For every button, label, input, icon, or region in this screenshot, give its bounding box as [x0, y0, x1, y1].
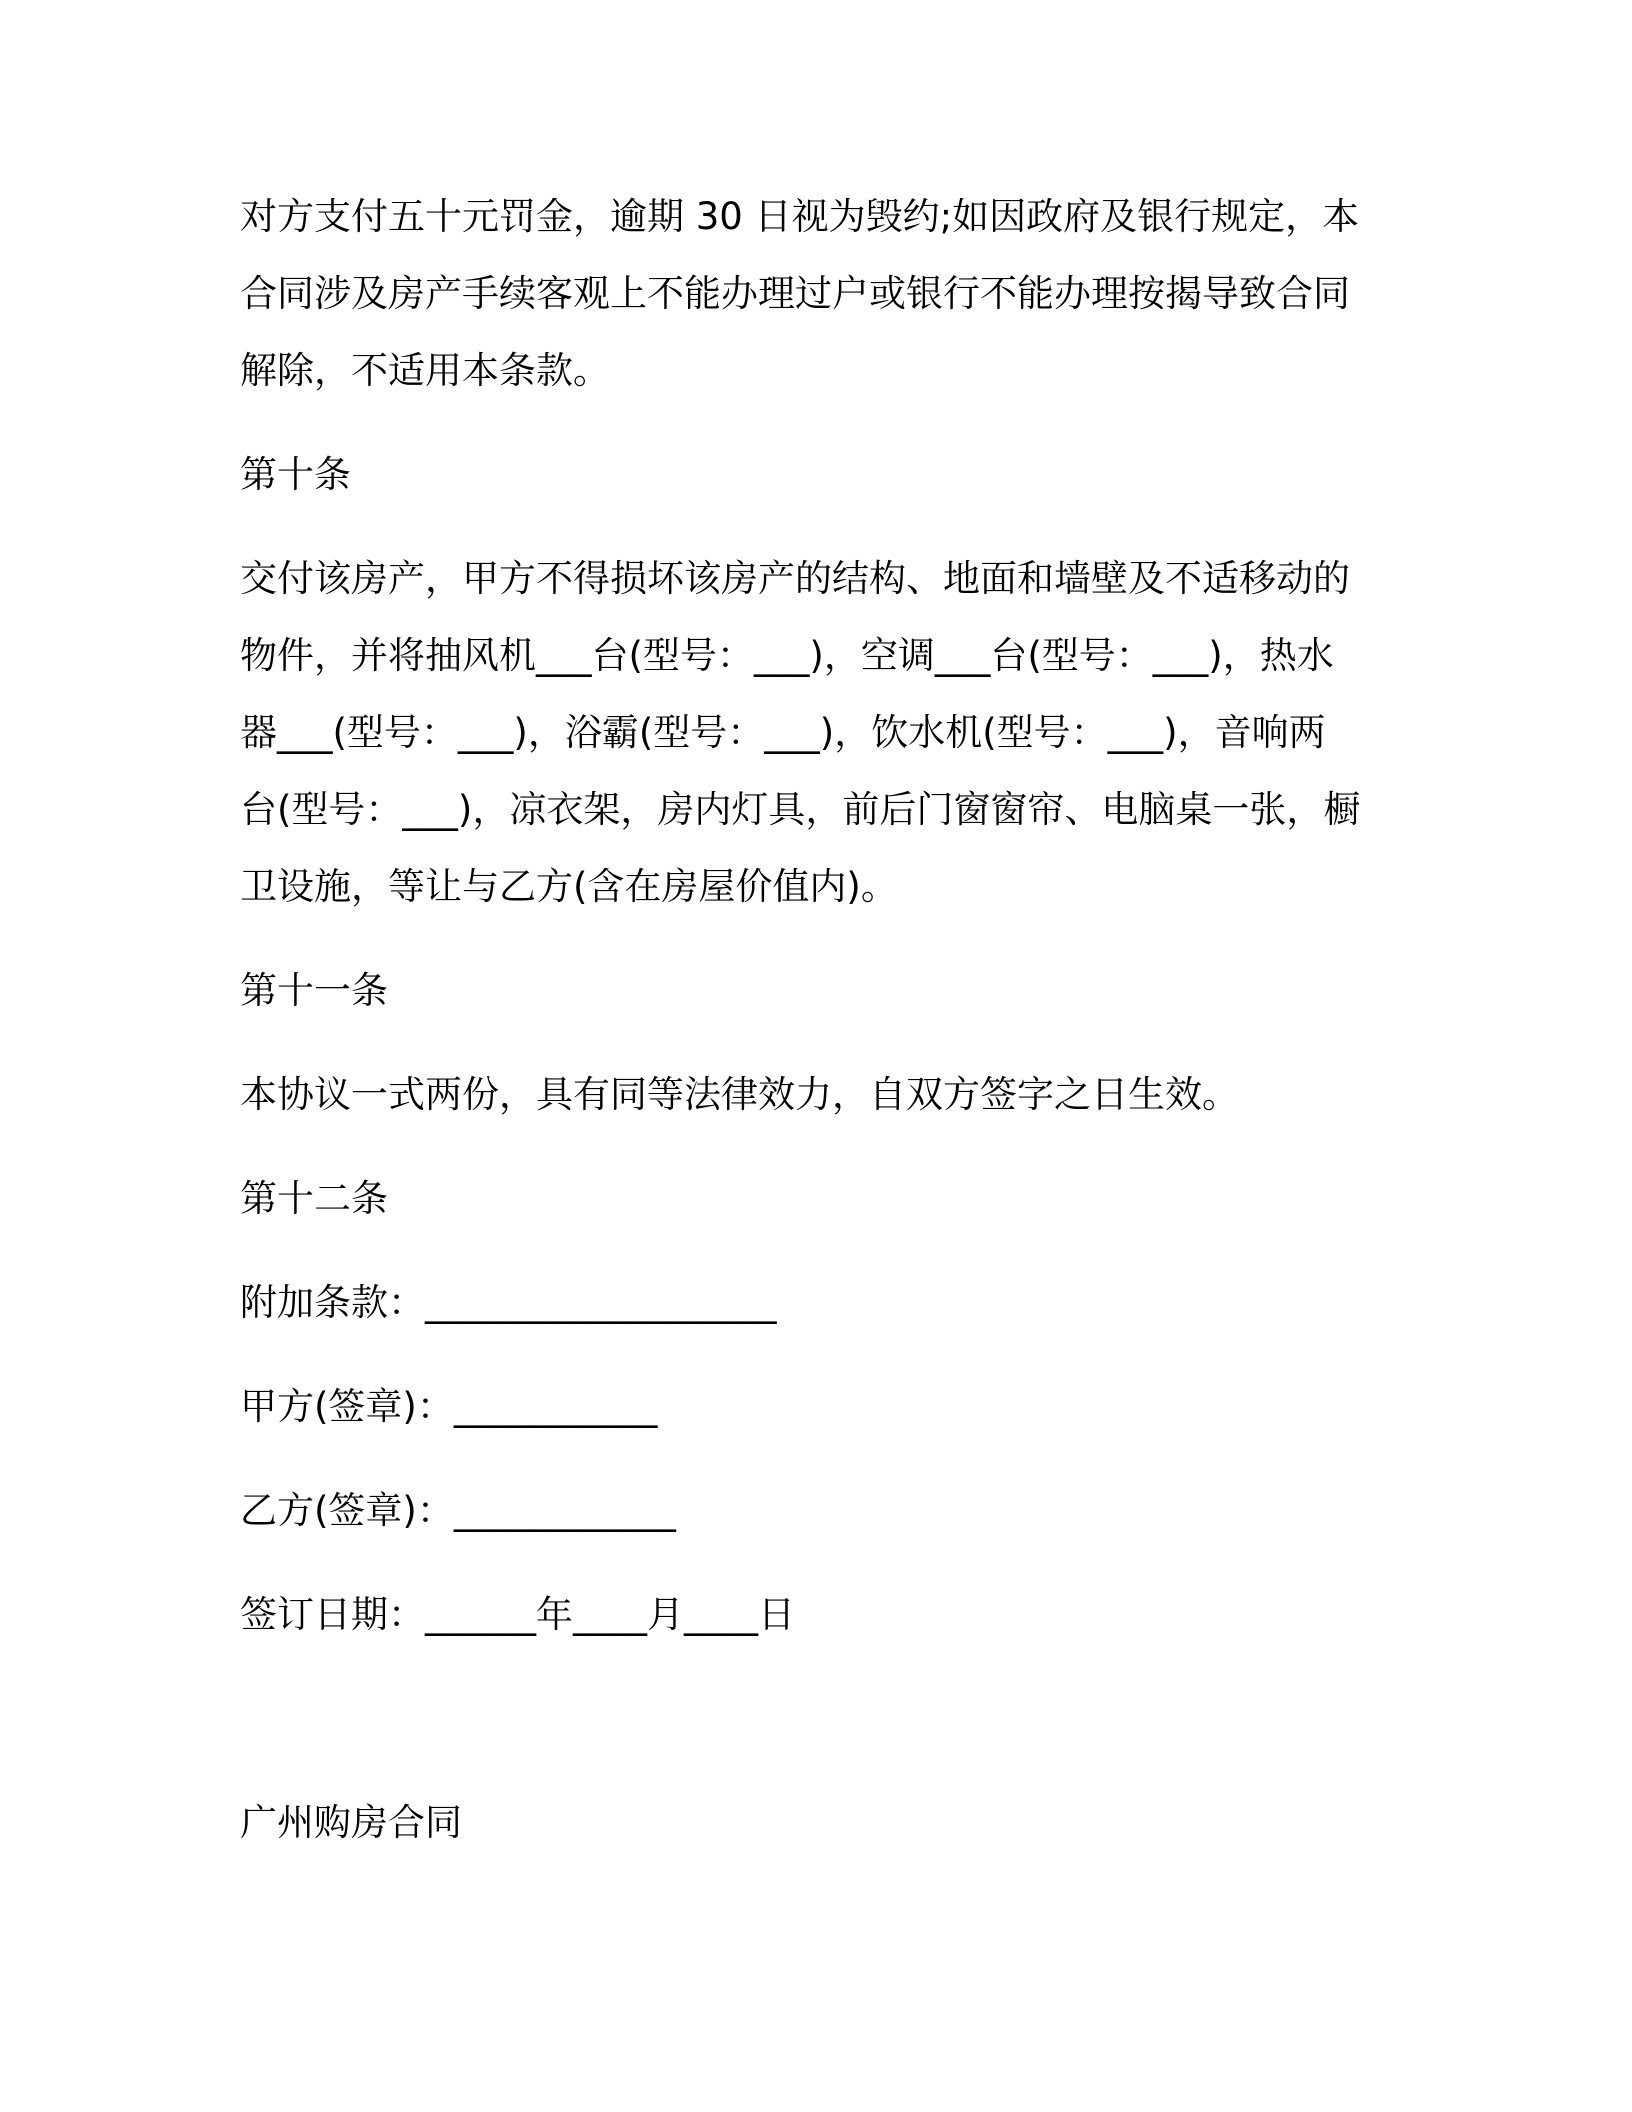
- clause-10-text-line-5: 卫设施，等让与乙方(含在房屋价值内)。: [240, 865, 898, 908]
- clause-12-heading: 第十二条: [240, 1177, 388, 1220]
- clause-9-text-line-2: 合同涉及房产手续客观上不能办理过户或银行不能办理按揭导致合同: [240, 272, 1350, 315]
- clause-11-text: 本协议一式两份，具有同等法律效力，自双方签字之日生效。: [240, 1073, 1239, 1116]
- clause-10-text-line-1: 交付该房产，甲方不得损坏该房产的结构、地面和墙壁及不适移动的: [240, 557, 1350, 600]
- clause-10-text-line-3: 器___(型号：___)，浴霸(型号：___)，饮水机(型号：___)，音响两: [240, 711, 1326, 754]
- clause-11-heading: 第十一条: [240, 969, 388, 1012]
- clause-10-text-line-2: 物件，并将抽风机___台(型号：___)，空调___台(型号：___)，热水: [240, 634, 1334, 677]
- clause-9-text-line-3: 解除，不适用本条款。: [240, 349, 610, 392]
- additional-terms-field: 附加条款：___________________: [240, 1281, 777, 1324]
- clause-10-text-line-4: 台(型号：___)，凉衣架，房内灯具，前后门窗窗帘、电脑桌一张，橱: [240, 788, 1361, 831]
- clause-10-heading: 第十条: [240, 453, 351, 496]
- clause-9-text-line-1: 对方支付五十元罚金，逾期 30 日视为毁约;如因政府及银行规定，本: [240, 195, 1360, 238]
- document-title: 广州购房合同: [240, 1801, 462, 1844]
- signing-date-field: 签订日期：______年____月____日: [240, 1593, 795, 1636]
- party-a-signature-field: 甲方(签章)：___________: [240, 1385, 658, 1428]
- party-b-signature-field: 乙方(签章)：____________: [240, 1489, 676, 1532]
